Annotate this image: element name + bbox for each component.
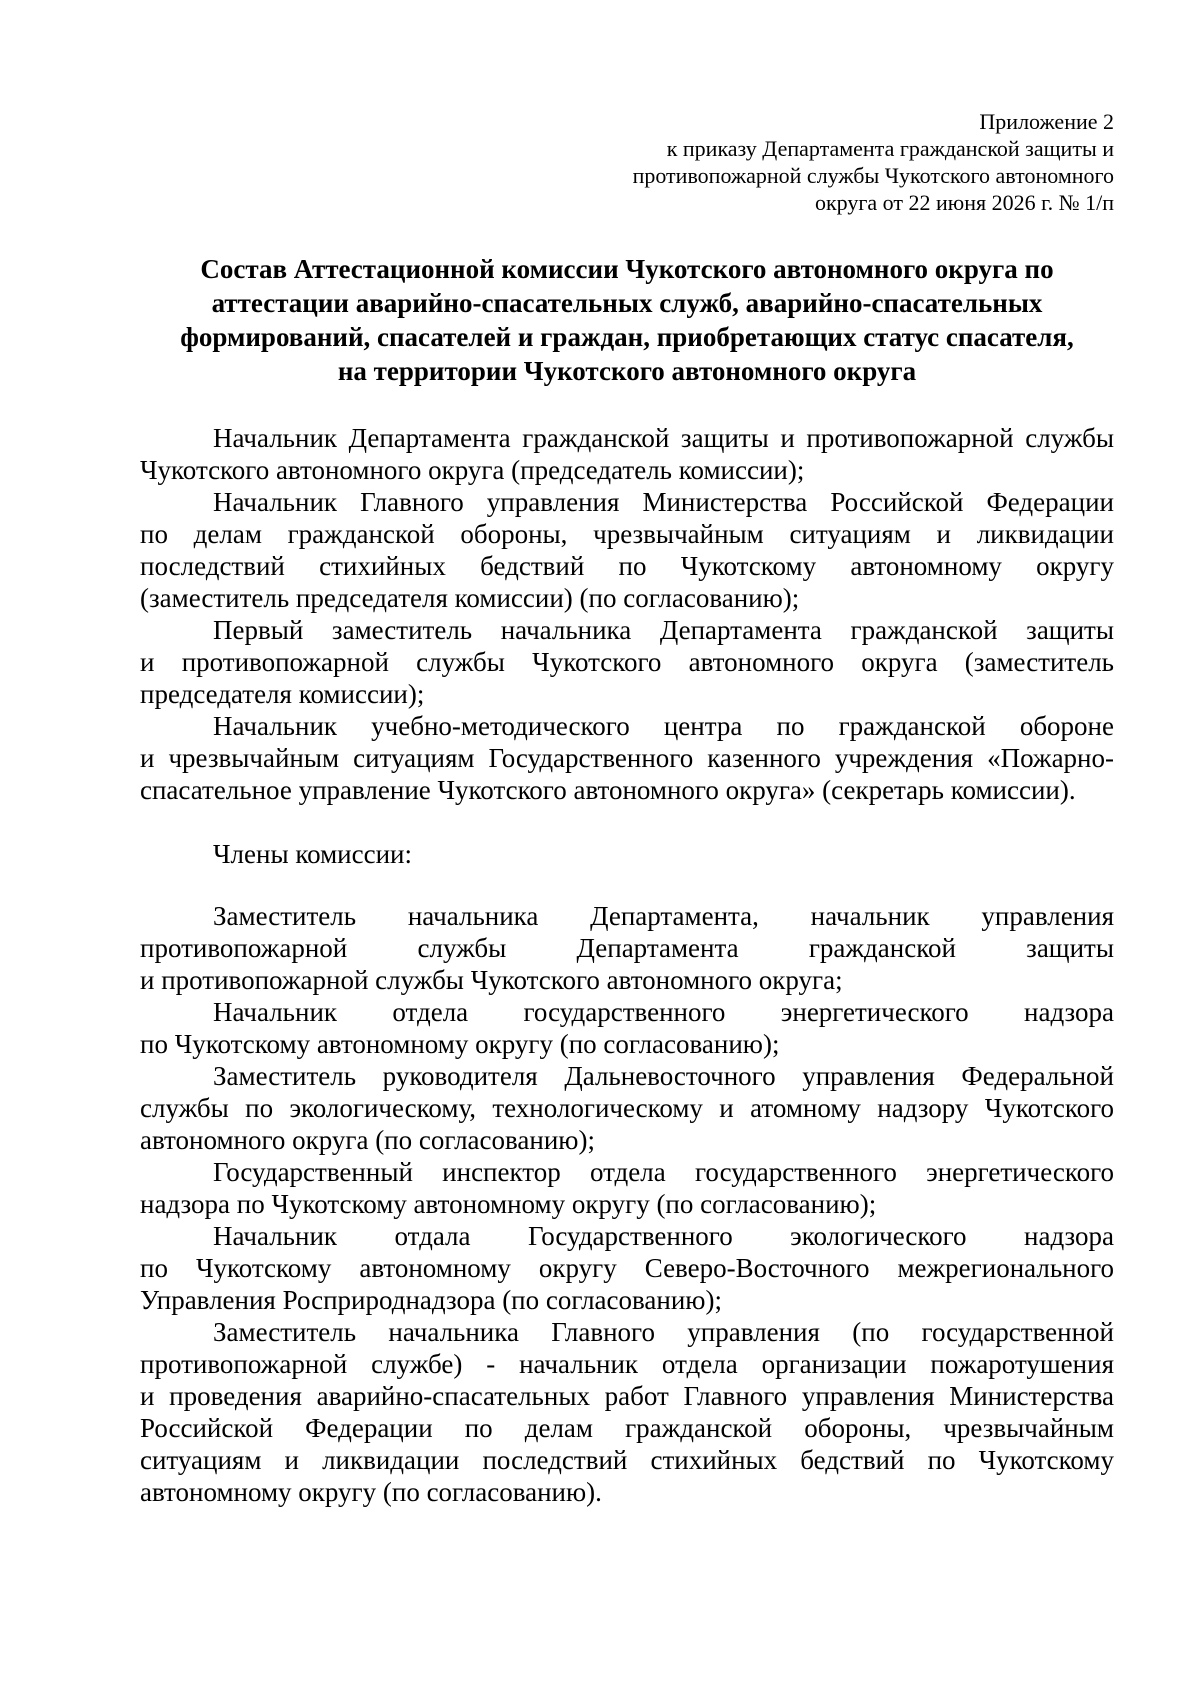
document-title	[140, 252, 1114, 388]
paragraph-line: Начальник Главного управления Министерства Российской Федерации	[213, 487, 1114, 517]
paragraph-line: председателя комиссии);	[140, 679, 425, 709]
members-list	[140, 900, 1114, 1508]
leadership-item	[140, 710, 1114, 806]
paragraph-line: ситуациям и ликвидации последствий стихийных бедствий по Чукотскому	[140, 1445, 1114, 1475]
paragraph-line: спасательное управление Чукотского автономного округа» (секретарь комиссии).	[140, 775, 1076, 805]
leadership-item	[140, 422, 1114, 486]
paragraph-line: Начальник отдала Государственного экологического надзора	[213, 1221, 1114, 1251]
paragraph-line: Управления Росприроднадзора (по согласованию);	[140, 1285, 722, 1315]
member-item	[140, 1316, 1114, 1508]
appendix-header	[140, 108, 1114, 216]
paragraph-line: (заместитель председателя комиссии) (по согласованию);	[140, 583, 800, 613]
title-line: Состав Аттестационной комиссии Чукотского автономного округа по	[200, 254, 1054, 284]
paragraph-line: по Чукотскому автономному округу Северо-Восточного межрегионального	[140, 1253, 1114, 1283]
paragraph-line: Государственный инспектор отдела государственного энергетического	[213, 1157, 1114, 1187]
paragraph-line: Начальник Департамента гражданской защиты и противопожарной службы	[213, 423, 1114, 453]
paragraph-line: Первый заместитель начальника Департамента гражданской защиты	[213, 615, 1114, 645]
leadership-item	[140, 486, 1114, 614]
paragraph-line: противопожарной службе) - начальник отдела организации пожаротушения	[140, 1349, 1114, 1379]
appendix-line: противопожарной службы Чукотского автономного	[632, 163, 1114, 188]
paragraph-line: автономного округа (по согласованию);	[140, 1125, 595, 1155]
paragraph-line: и чрезвычайным ситуациям Государственного казенного учреждения «Пожарно-	[140, 743, 1114, 773]
title-line: аттестации аварийно-спасательных служб, аварийно-спасательных	[211, 288, 1043, 318]
paragraph-line: и проведения аварийно-спасательных работ Главного управления Министерства	[140, 1381, 1114, 1411]
paragraph-line: надзора по Чукотскому автономному округу (по согласованию);	[140, 1189, 877, 1219]
member-item	[140, 1220, 1114, 1316]
paragraph-line: последствий стихийных бедствий по Чукотскому автономному округу	[140, 551, 1114, 581]
paragraph-line: Начальник учебно-методического центра по гражданской обороне	[213, 711, 1114, 741]
appendix-line: Приложение 2	[979, 109, 1114, 134]
leadership-list	[140, 422, 1114, 806]
title-line: на территории Чукотского автономного округа	[337, 356, 917, 386]
members-label: Члены комиссии:	[213, 839, 412, 869]
paragraph-line: противопожарной службы Департамента гражданской защиты	[140, 933, 1114, 963]
paragraph-line: Заместитель начальника Главного управления (по государственной	[213, 1317, 1114, 1347]
appendix-line: к приказу Департамента гражданской защиты и	[666, 136, 1114, 161]
member-item	[140, 1060, 1114, 1156]
member-item	[140, 900, 1114, 996]
paragraph-line: Начальник отдела государственного энергетического надзора	[213, 997, 1114, 1027]
paragraph-line: Российской Федерации по делам гражданской обороны, чрезвычайным	[140, 1413, 1114, 1443]
leadership-item	[140, 614, 1114, 710]
paragraph-line: Чукотского автономного округа (председатель комиссии);	[140, 455, 805, 485]
document-body	[140, 422, 1114, 1508]
document-page	[140, 108, 1114, 1508]
member-item	[140, 996, 1114, 1060]
paragraph-line: автономному округу (по согласованию).	[140, 1477, 602, 1507]
paragraph-line: Заместитель руководителя Дальневосточного управления Федеральной	[213, 1061, 1114, 1091]
appendix-line: округа от 22 июня 2026 г. № 1/п	[814, 190, 1114, 215]
title-line: формирований, спасателей и граждан, приобретающих статус спасателя,	[180, 322, 1074, 352]
paragraph-line: по Чукотскому автономному округу (по согласованию);	[140, 1029, 780, 1059]
paragraph-line: и противопожарной службы Чукотского автономного округа (заместитель	[140, 647, 1114, 677]
paragraph-line: по делам гражданской обороны, чрезвычайным ситуациям и ликвидации	[140, 519, 1114, 549]
paragraph-line: службы по экологическому, технологическому и атомному надзору Чукотского	[140, 1093, 1114, 1123]
paragraph-line: и противопожарной службы Чукотского автономного округа;	[140, 965, 843, 995]
paragraph-line: Заместитель начальника Департамента, начальник управления	[213, 901, 1114, 931]
member-item	[140, 1156, 1114, 1220]
